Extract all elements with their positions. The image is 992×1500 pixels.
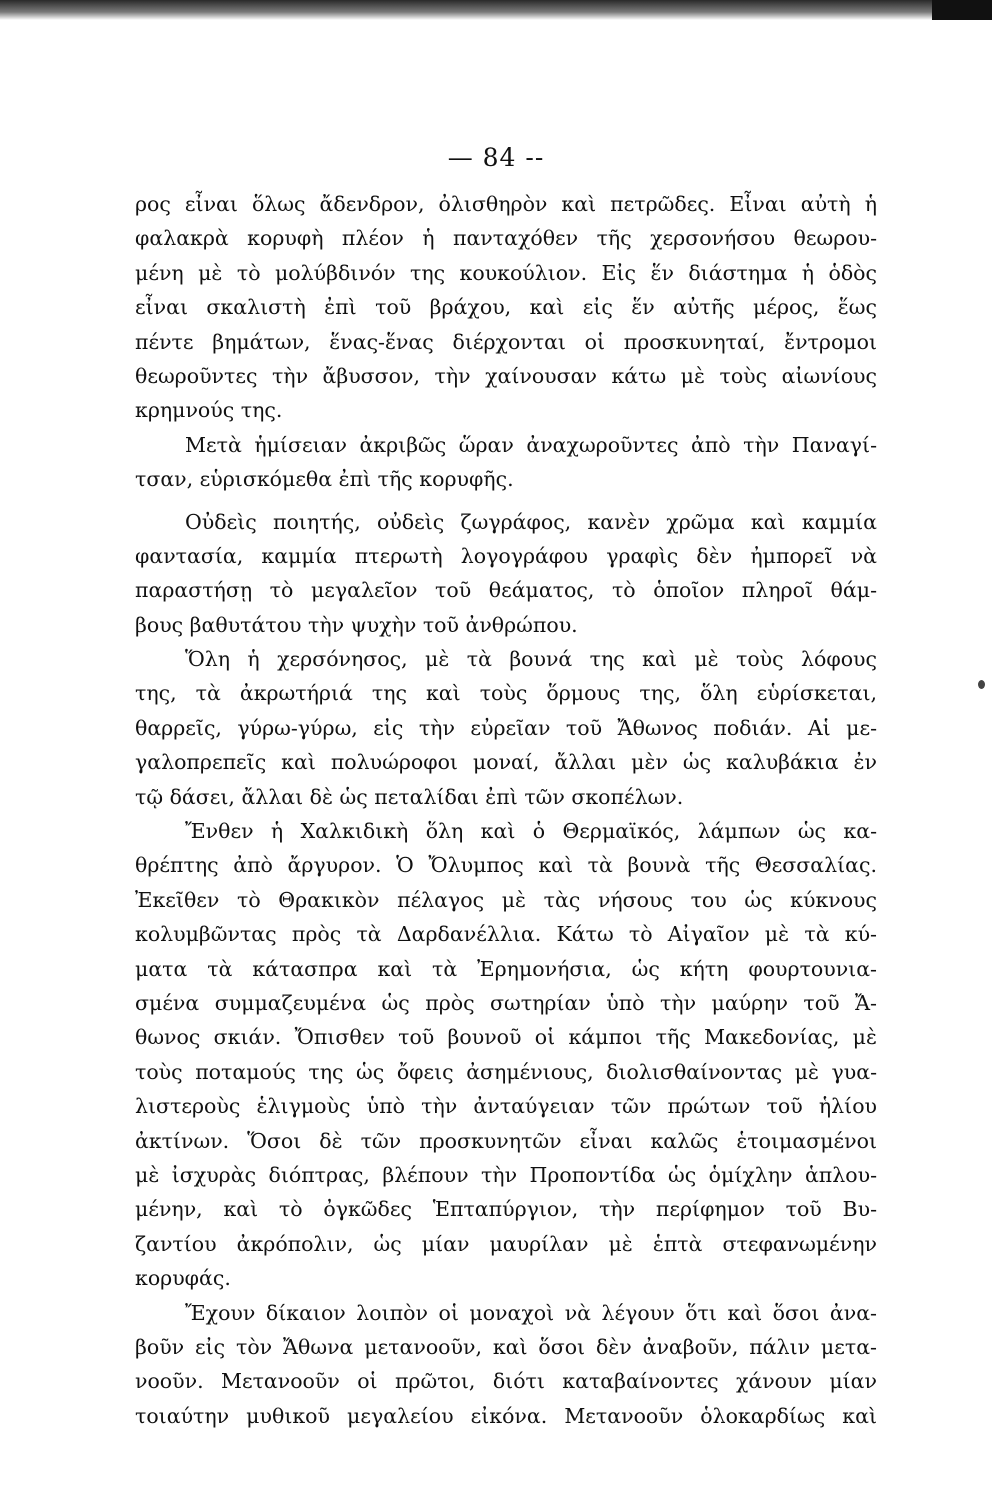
- text-line: Οὐδεὶς ποιητής, οὐδεὶς ζωγράφος, κανὲν χρῶμα καὶ καμμία: [185, 509, 877, 534]
- text-line: Ἔχουν δίκαιον λοιπὸν οἱ μοναχοὶ νὰ λέγουν ὅτι καὶ ὅσοι ἀνα-: [185, 1300, 877, 1325]
- page-number: — 84 --: [447, 143, 545, 172]
- text-line: Ἐκεῖθεν τὸ Θρακικὸν πέλαγος μὲ τὰς νήσους του ὡς κύκνους: [135, 887, 877, 912]
- text-line: θρέπτης ἀπὸ ἄργυρον. Ὁ Ὄλυμπος καὶ τὰ βουνὰ τῆς Θεσσαλίας.: [135, 853, 877, 878]
- text-line: ρος εἶναι ὅλως ἄδενδρον, ὀλισθηρὸν καὶ πετρῶδες. Εἶναι αὐτὴ ἡ: [135, 192, 877, 216]
- text-line: σμένα συμμαζευμένα ὡς πρὸς σωτηρίαν ὑπὸ τὴν μαύρην τοῦ Ἄ-: [135, 990, 877, 1015]
- text-line: μὲ ἰσχυρὰς διόπτρας, βλέπουν τὴν Προποντίδα ὡς ὁμίχλην ἁπλου-: [135, 1162, 877, 1187]
- text-line: θαρρεῖς, γύρω-γύρω, εἰς τὴν εὐρεῖαν τοῦ Ἄθωνος ποδιάν. Αἱ με-: [135, 715, 877, 740]
- text-line: νοοῦν. Μετανοοῦν οἱ πρῶτοι, διότι καταβαίνοντες χάνουν μίαν: [135, 1369, 877, 1394]
- text-line: βους βαθυτάτου τὴν ψυχὴν τοῦ ἀνθρώπου.: [135, 612, 578, 637]
- scan-top-edge: [0, 0, 992, 20]
- scan-corner-shadow: [932, 0, 992, 20]
- text-line: παραστήσῃ τὸ μεγαλεῖον τοῦ θεάματος, τὸ ὁποῖον πληροῖ θάμ-: [135, 578, 877, 603]
- text-line: κρημνούς της.: [135, 398, 283, 423]
- text-line: φαλακρὰ κορυφὴ πλέον ἡ πανταχόθεν τῆς χερσονήσου θεωρου-: [135, 226, 877, 251]
- text-line: ἀκτίνων. Ὅσοι δὲ τῶν προσκυνητῶν εἶναι καλῶς ἑτοιμασμένοι: [135, 1128, 877, 1153]
- text-line: μένην, καὶ τὸ ὀγκῶδες Ἑπταπύργιον, τὴν περίφημον τοῦ Βυ-: [135, 1197, 877, 1222]
- text-line: πέντε βημάτων, ἕνας-ἕνας διέρχονται οἱ προσκυνηταί, ἔντρομοι: [135, 329, 877, 354]
- text-line: Μετὰ ἡμίσειαν ἀκριβῶς ὥραν ἀναχωροῦντες ἀπὸ τὴν Παναγί-: [185, 432, 877, 457]
- text-line: τσαν, εὑρισκόμεθα ἐπὶ τῆς κορυφῆς.: [135, 467, 514, 492]
- text-line: της, τὰ ἀκρωτήριά της καὶ τοὺς ὅρμους της, ὅλη εὑρίσκεται,: [135, 681, 877, 706]
- text-line: μένη μὲ τὸ μολύβδινόν της κουκούλιον. Εἰς ἕν διάστημα ἡ ὁδὸς: [135, 260, 877, 285]
- text-line: φαντασία, καμμία πτερωτὴ λογογράφου γραφὶς δὲν ἠμπορεῖ νὰ: [135, 543, 877, 568]
- text-line: τῷ δάσει, ἄλλαι δὲ ὡς πεταλίδαι ἐπὶ τῶν σκοπέλων.: [135, 784, 684, 809]
- text-line: κορυφάς.: [135, 1266, 231, 1291]
- text-line: λιστεροὺς ἑλιγμοὺς ὑπὸ τὴν ἀνταύγειαν τῶν πρώτων τοῦ ἡλίου: [135, 1094, 877, 1119]
- text-line: εἶναι σκαλιστὴ ἐπὶ τοῦ βράχου, καὶ εἰς ἕν αὐτῆς μέρος, ἕως: [135, 295, 877, 320]
- text-line: ματα τὰ κάτασπρα καὶ τὰ Ἐρημονήσια, ὡς κήτη φουρτουνια-: [135, 956, 877, 981]
- text-line: βοῦν εἰς τὸν Ἄθωνα μετανοοῦν, καὶ ὅσοι δὲν ἀναβοῦν, πάλιν μετα-: [135, 1334, 877, 1359]
- text-line: γαλοπρεπεῖς καὶ πολυώροφοι μοναί, ἄλλαι μὲν ὡς καλυβάκια ἐν: [135, 750, 877, 775]
- text-line: Ὅλη ἡ χερσόνησος, μὲ τὰ βουνά της καὶ μὲ τοὺς λόφους: [185, 647, 877, 672]
- text-line: Ἔνθεν ἡ Χαλκιδικὴ ὅλη καὶ ὁ Θερμαϊκός, λάμπων ὡς κα-: [185, 819, 877, 844]
- text-line: τοιαύτην μυθικοῦ μεγαλείου εἰκόνα. Μετανοοῦν ὁλοκαρδίως καὶ: [135, 1403, 877, 1428]
- text-line: τοὺς ποταμούς της ὡς ὄφεις ἀσημένιους, διολισθαίνοντας μὲ γυα-: [135, 1059, 877, 1084]
- text-line: θεωροῦντες τὴν ἄβυσσον, τὴν χαίνουσαν κάτω μὲ τοὺς αἰωνίους: [135, 363, 877, 388]
- text-line: θωνος σκιάν. Ὄπισθεν τοῦ βουνοῦ οἱ κάμποι τῆς Μακεδονίας, μὲ: [135, 1025, 877, 1050]
- text-line: ζαντίου ἀκρόπολιν, ὡς μίαν μαυρίλαν μὲ ἑπτὰ στεφανωμένην: [135, 1231, 877, 1256]
- text-line: κολυμβῶντας πρὸς τὰ Δαρδανέλλια. Κάτω τὸ Αἰγαῖον μὲ τὰ κύ-: [135, 922, 877, 947]
- body-text: [135, 187, 877, 1433]
- margin-speck: [978, 680, 985, 689]
